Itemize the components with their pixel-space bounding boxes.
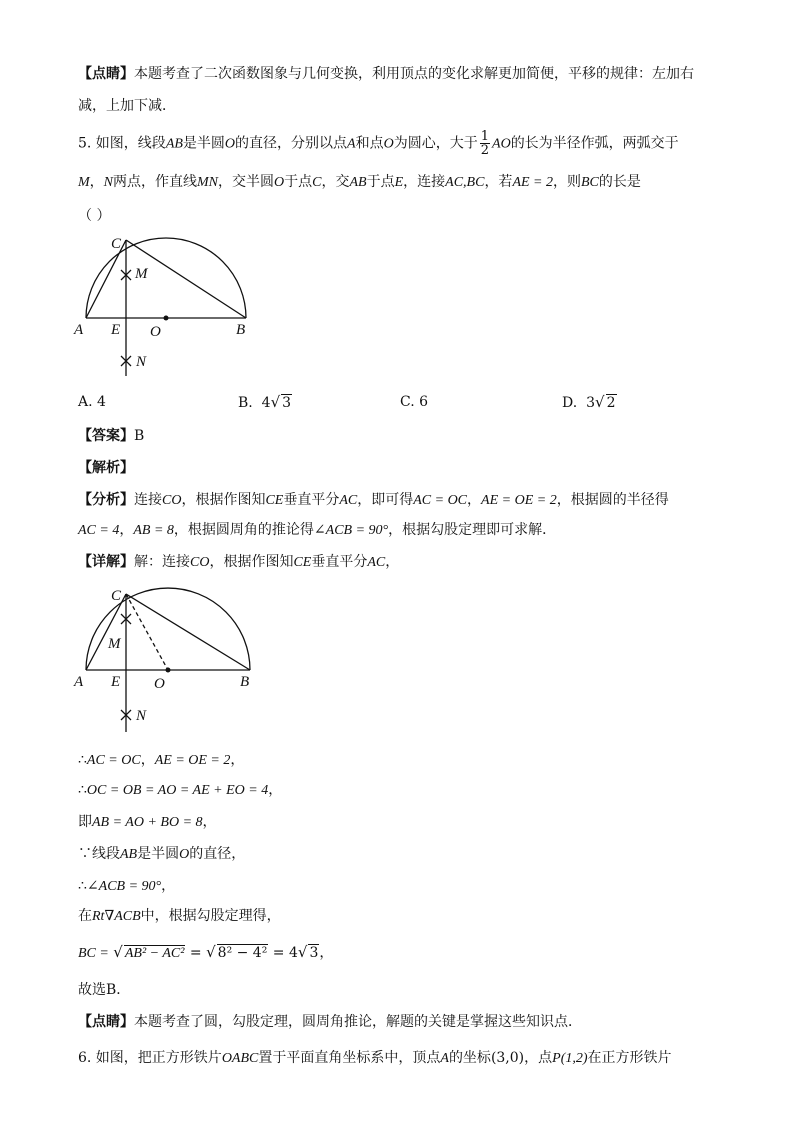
label-n: N: [136, 354, 147, 370]
step-6: 在Rt∇ACB中，根据勾股定理得，: [78, 908, 281, 924]
option-c: C. 6: [400, 394, 429, 410]
q5-line-2: M，N两点，作直线MN，交半圆O于点C，交AB于点E，连接AC,BC，若AE = 2，则BC的长是: [78, 174, 641, 190]
center-point-o: [166, 668, 171, 673]
step-3: 即AB = AO + BO = 8，: [78, 814, 217, 830]
option-b: B. 4√ 3: [238, 393, 292, 411]
label-m: M: [135, 266, 148, 282]
fenxi-line-2: AC = 4，AB = 8，根据圆周角的推论得∠ACB = 90°，根据勾股定理即可求解．: [78, 522, 557, 538]
q6-line-1: 6. 如图，把正方形铁片OABC置于平面直角坐标系中，顶点A的坐标(3,0)，点P(1,2)在正方形铁片: [78, 1050, 672, 1066]
label-a: A: [74, 322, 84, 338]
label-n: N: [136, 708, 147, 724]
dashed-co: [126, 594, 168, 670]
label-b: B: [240, 674, 250, 690]
label-b: B: [236, 322, 246, 338]
comment-2: 【点睛】本题考查了圆，勾股定理，圆周角推论，解题的关键是掌握这些知识点．: [78, 1014, 582, 1030]
label-e: E: [111, 322, 121, 338]
semicircle-arc: [86, 238, 246, 318]
step-7-equation: BC = √ AB² − AC² = √ 8² − 4² = 4√ 3，: [78, 943, 334, 961]
answer-line: 【答案】B: [78, 428, 145, 444]
option-d: D. 3√ 2: [562, 393, 616, 411]
step-1: ∴AC = OC，AE = OE = 2，: [78, 752, 245, 768]
center-point-o: [164, 316, 169, 321]
label-o: O: [154, 676, 165, 692]
xiangjie-line: 【详解】解：连接CO，根据作图知CE垂直平分AC，: [78, 554, 400, 570]
label-a: A: [74, 674, 84, 690]
label-m: M: [108, 636, 121, 652]
step-4: ∵线段AB是半圆O的直径，: [78, 846, 246, 862]
chord-ac: [86, 594, 126, 670]
step-2: ∴OC = OB = AO = AE + EO = 4，: [78, 782, 283, 798]
chord-bc: [126, 594, 250, 670]
q5-answer-paren: （ ）: [78, 208, 111, 224]
figure-1-semicircle: [70, 228, 270, 388]
figure-2-semicircle: [70, 582, 270, 742]
q5-line-1: 5. 如图，线段AB是半圆O的直径，分别以点A和点O为圆心，大于 $\frac{1}{2}$ AO的长为半径作弧，两弧交于: [78, 129, 679, 158]
comment-tag: 【点睛】: [78, 66, 134, 82]
option-a: A. 4: [78, 394, 106, 410]
prev-comment-line-1: 【点睛】本题考查了二次函数图象与几何变换，利用顶点的变化求解更加简便，平移的规律：左加右: [78, 66, 694, 82]
label-e: E: [111, 674, 121, 690]
prev-comment-line-2: 减，上加下减．: [78, 98, 176, 114]
label-o: O: [150, 324, 161, 340]
step-5: ∴∠ACB = 90°，: [78, 878, 176, 894]
step-8: 故选B．: [78, 982, 131, 998]
fraction-one-half: $\frac{1}{2}$: [480, 129, 490, 158]
label-c: C: [111, 588, 122, 604]
fenxi-line-1: 【分析】连接CO，根据作图知CE垂直平分AC，即可得AC = OC，AE = OE = 2，根据圆的半径得: [78, 492, 669, 508]
label-c: C: [111, 236, 122, 252]
analysis-title: 【解析】: [78, 460, 134, 476]
